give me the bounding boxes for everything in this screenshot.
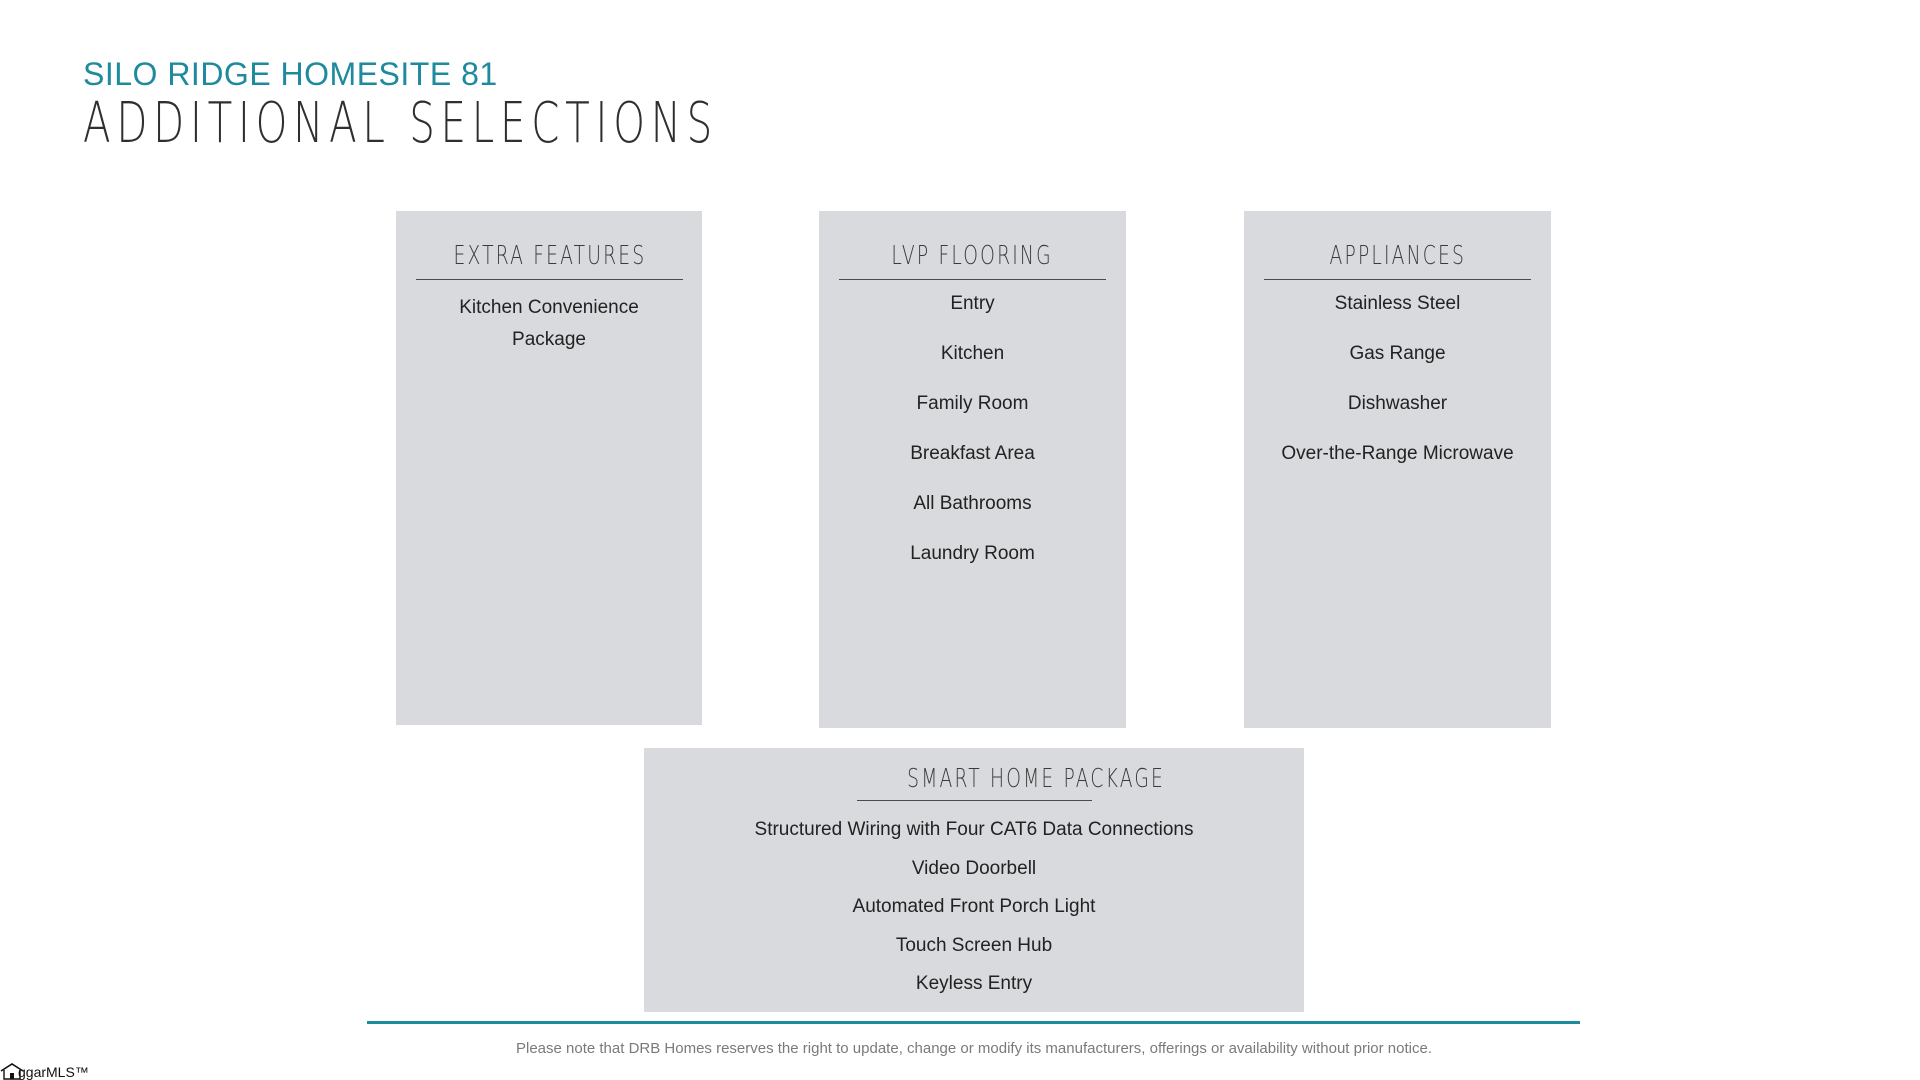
homesite-subtitle: SILO RIDGE HOMESITE 81 bbox=[83, 56, 498, 92]
list-item: Automated Front Porch Light bbox=[852, 896, 1096, 917]
page-title: ADDITIONAL SELECTIONS bbox=[83, 91, 718, 156]
extra-features-heading bbox=[416, 211, 683, 280]
list-item: Stainless Steel bbox=[1334, 293, 1461, 314]
appliances-heading-text: APPLIANCES bbox=[1329, 241, 1466, 271]
smart-home-panel bbox=[644, 748, 1304, 1012]
extra-features-list bbox=[396, 280, 702, 356]
disclaimer-text: Please note that DRB Homes reserves the right to update, change or modify its manufacturers, offerings or availability without prior notice. bbox=[515, 1040, 1432, 1057]
list-item: Structured Wiring with Four CAT6 Data Connections bbox=[754, 819, 1194, 840]
mls-watermark bbox=[0, 1063, 89, 1080]
footer-divider bbox=[367, 1021, 1580, 1024]
list-item: Dishwasher bbox=[1347, 393, 1448, 414]
lvp-flooring-heading-text: LVP FLOORING bbox=[891, 241, 1054, 271]
list-item: All Bathrooms bbox=[913, 493, 1032, 514]
list-item: Gas Range bbox=[1349, 343, 1446, 364]
list-item: Breakfast Area bbox=[910, 443, 1035, 464]
extra-features-panel bbox=[396, 211, 702, 725]
lvp-flooring-list bbox=[819, 280, 1126, 566]
list-item: Family Room bbox=[916, 393, 1029, 414]
list-item: Kitchen bbox=[940, 343, 1005, 364]
list-item: Kitchen Convenience Package bbox=[459, 297, 639, 350]
lvp-flooring-heading bbox=[839, 211, 1106, 280]
appliances-panel bbox=[1244, 211, 1551, 728]
smart-home-heading-text: SMART HOME PACKAGE bbox=[906, 764, 1165, 794]
smart-home-heading bbox=[857, 748, 1165, 801]
smart-home-list bbox=[644, 801, 1304, 1004]
list-item: Entry bbox=[950, 293, 995, 314]
list-item: Keyless Entry bbox=[915, 973, 1033, 994]
list-item: Video Doorbell bbox=[911, 857, 1037, 879]
watermark-text: ggarMLS™ bbox=[18, 1063, 89, 1080]
extra-features-heading-text: EXTRA FEATURES bbox=[452, 241, 646, 271]
lvp-flooring-panel bbox=[819, 211, 1126, 728]
list-item: Laundry Room bbox=[910, 543, 1035, 564]
appliances-list bbox=[1244, 280, 1551, 466]
list-item: Touch Screen Hub bbox=[895, 934, 1053, 956]
appliances-heading bbox=[1264, 211, 1531, 280]
list-item: Over-the-Range Microwave bbox=[1281, 443, 1514, 464]
